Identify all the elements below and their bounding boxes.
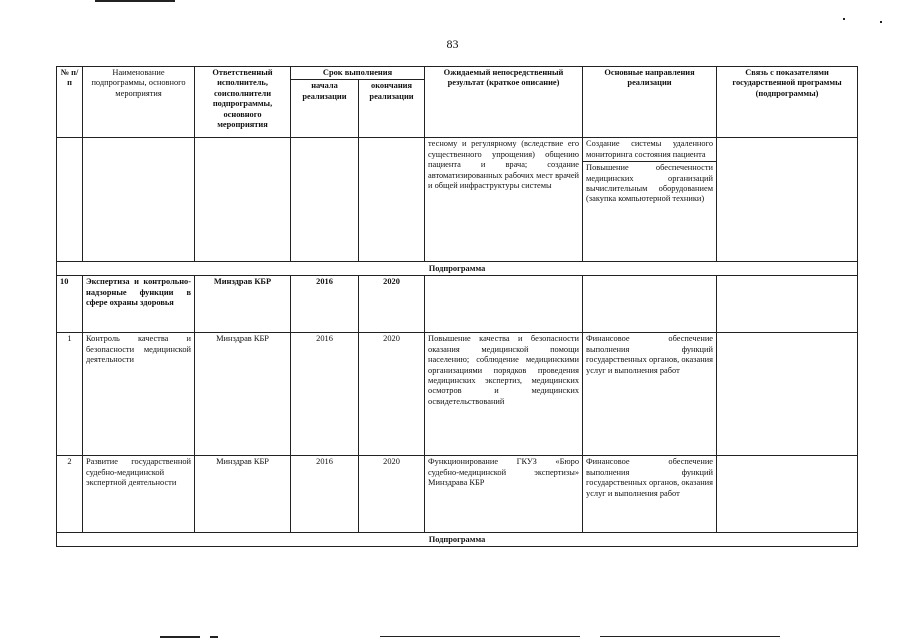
header-directions: Основные направления реализации [583, 67, 717, 138]
row-start: 2016 [291, 456, 359, 533]
row-responsible: Минздрав КБР [195, 456, 291, 533]
table-row [57, 276, 858, 333]
header-term-start: начала реализации [291, 80, 359, 138]
row-end: 2020 [359, 456, 425, 533]
subprogram-label: Подпрограмма [57, 533, 858, 547]
scan-artifact-dot [880, 21, 882, 23]
continuation-row [57, 138, 858, 262]
header-responsible: Ответственный исполнитель, соисполнители подпрограммы, основного мероприятия [195, 67, 291, 138]
header-num: № п/ п [57, 67, 83, 138]
header-row [57, 67, 858, 80]
row-num: 2 [57, 456, 83, 533]
scan-artifact-bottom [380, 636, 580, 637]
scan-artifact-bottom [210, 636, 218, 638]
header-result: Ожидаемый непосредственный результат (краткое описание) [425, 67, 583, 138]
row-link [717, 333, 858, 456]
direction-equipment: Повышение обеспеченности медицинских организаций вычислительным оборудованием (закупка компьютерной техники) [586, 163, 714, 204]
program-table [56, 66, 858, 547]
row-name: Развитие государственной судебно-медицинской экспертной деятельности [83, 456, 195, 533]
subprogram-row [57, 262, 858, 276]
header-name: Наименование подпрограммы, основного мероприятия [83, 67, 195, 138]
row-direction: Финансовое обеспечение выполнения функций государственных органов, оказания услуг и выполнения работ [583, 456, 717, 533]
scan-artifact-dot [843, 18, 845, 20]
row-start: 2016 [291, 276, 359, 333]
row-responsible: Минздрав КБР [195, 276, 291, 333]
continuation-result: тесному и регулярному (вследствие его существенного упрощения) общению пациента и врача; создание автоматизированных рабочих мест врачей и общей инфраструктуры системы [425, 138, 583, 262]
row-link [717, 456, 858, 533]
row-result: Функционирование ГКУЗ «Бюро судебно-медицинской экспертизы» Минздрава КБР [425, 456, 583, 533]
row-start: 2016 [291, 333, 359, 456]
subprogram-row [57, 533, 858, 547]
row-num: 10 [57, 276, 83, 333]
row-link [717, 276, 858, 333]
table-row [57, 333, 858, 456]
page-number: 83 [446, 37, 459, 51]
row-num: 1 [57, 333, 83, 456]
row-direction [583, 276, 717, 333]
row-responsible: Минздрав КБР [195, 333, 291, 456]
row-end: 2020 [359, 333, 425, 456]
subprogram-label: Подпрограмма [57, 262, 858, 276]
scan-artifact-top [95, 0, 175, 2]
scan-artifact-bottom [600, 636, 780, 637]
header-term-end: окончания реализации [359, 80, 425, 138]
header-link: Связь с показателями государственной программы (подпрограммы) [717, 67, 858, 138]
row-name: Экспертиза и контрольно-надзорные функции в сфере охраны здоровья [83, 276, 195, 333]
header-term: Срок выполнения [291, 67, 425, 80]
table-row [57, 456, 858, 533]
row-result: Повышение качества и безопасности оказания медицинской помощи населению; соблюдение медицинскими организациями порядков проведения медицинских экспертиз, медицинских осмотров и медицинских освидетельствований [425, 333, 583, 456]
continuation-directions [583, 138, 717, 262]
row-name: Контроль качества и безопасности медицинской деятельности [83, 333, 195, 456]
row-result [425, 276, 583, 333]
direction-monitoring: Создание системы удаленного мониторинга состояния пациента [583, 138, 716, 162]
scan-artifact-bottom [160, 636, 200, 638]
row-end: 2020 [359, 276, 425, 333]
row-direction: Финансовое обеспечение выполнения функций государственных органов, оказания услуг и выполнения работ [583, 333, 717, 456]
